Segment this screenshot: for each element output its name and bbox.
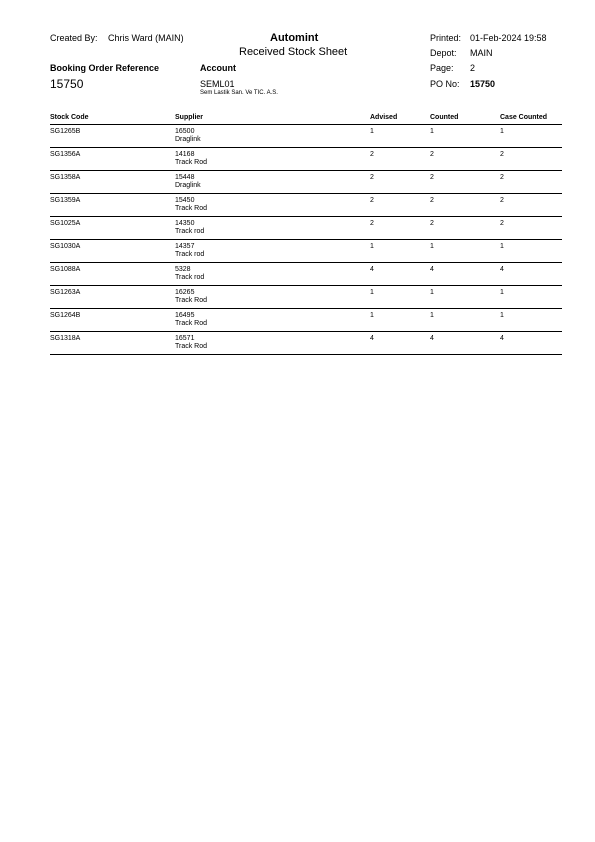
table-row [50, 171, 562, 194]
stock-code: SG1025A [50, 220, 81, 227]
stock-code: SG1358A [50, 174, 81, 181]
supplier-code: 14350 [175, 220, 195, 227]
advised: 1 [370, 312, 374, 319]
case-counted: 4 [500, 335, 504, 342]
stock-code: SG1088A [50, 266, 81, 273]
table-row [50, 125, 562, 148]
counted: 1 [430, 312, 434, 319]
stock-code: SG1264B [50, 312, 81, 319]
created-by-label: Created By: [50, 33, 98, 43]
table-row [50, 263, 562, 286]
supplier-desc: Track rod [175, 228, 205, 235]
account-code: SEML01 [200, 79, 235, 89]
case-counted: 4 [500, 266, 504, 273]
depot-label: Depot: [430, 48, 457, 58]
page-value: 2 [470, 63, 476, 73]
depot-value: MAIN [470, 48, 493, 58]
stock-code: SG1263A [50, 289, 81, 296]
printed-value: 01-Feb-2024 19:58 [470, 33, 547, 43]
report-title: Received Stock Sheet [239, 46, 348, 58]
table-row [50, 194, 562, 217]
stock-code: SG1265B [50, 128, 81, 135]
stock-code: SG1318A [50, 335, 81, 342]
counted: 2 [430, 151, 434, 158]
case-counted: 2 [500, 174, 504, 181]
case-counted: 2 [500, 220, 504, 227]
page-label: Page: [430, 63, 454, 73]
col-counted: Counted [430, 114, 459, 121]
counted: 4 [430, 335, 434, 342]
supplier-desc: Track rod [175, 251, 205, 258]
counted: 4 [430, 266, 434, 273]
advised: 2 [370, 220, 374, 227]
counted: 2 [430, 197, 434, 204]
stock-code: SG1030A [50, 243, 81, 250]
supplier-code: 5328 [175, 266, 191, 273]
counted: 1 [430, 243, 434, 250]
advised: 1 [370, 243, 374, 250]
booking-ref-value: 15750 [50, 77, 84, 91]
col-supplier: Supplier [175, 114, 204, 121]
supplier-code: 16500 [175, 128, 195, 135]
stock-code: SG1359A [50, 197, 81, 204]
table-row [50, 217, 562, 240]
case-counted: 2 [500, 197, 504, 204]
advised: 1 [370, 289, 374, 296]
table-row [50, 309, 562, 332]
counted: 2 [430, 174, 434, 181]
advised: 4 [370, 335, 374, 342]
counted: 1 [430, 289, 434, 296]
case-counted: 2 [500, 151, 504, 158]
supplier-code: 15448 [175, 174, 195, 181]
booking-ref-label: Booking Order Reference [50, 63, 160, 73]
col-case-counted: Case Counted [500, 114, 548, 121]
supplier-desc: Track Rod [175, 205, 208, 212]
table-row [50, 332, 562, 355]
supplier-code: 16265 [175, 289, 195, 296]
table-header [50, 114, 562, 124]
case-counted: 1 [500, 312, 504, 319]
company-name: Automint [270, 32, 319, 44]
counted: 2 [430, 220, 434, 227]
stock-code: SG1356A [50, 151, 81, 158]
col-advised: Advised [370, 114, 398, 121]
table-row [50, 240, 562, 263]
supplier-desc: Track Rod [175, 320, 208, 327]
po-value: 15750 [470, 79, 496, 89]
advised: 4 [370, 266, 374, 273]
supplier-code: 16495 [175, 312, 195, 319]
table-row [50, 286, 562, 309]
col-stock-code: Stock Code [50, 114, 89, 121]
supplier-code: 14168 [175, 151, 195, 158]
po-label: PO No: [430, 79, 460, 89]
advised: 2 [370, 174, 374, 181]
counted: 1 [430, 128, 434, 135]
account-name: Sem Lastik San. Ve TIC. A.S. [200, 90, 278, 96]
table-row [50, 148, 562, 171]
supplier-code: 16571 [175, 335, 195, 342]
case-counted: 1 [500, 289, 504, 296]
created-by-value: Chris Ward (MAIN) [108, 33, 184, 43]
supplier-desc: Draglink [175, 136, 201, 143]
advised: 2 [370, 197, 374, 204]
advised: 1 [370, 128, 374, 135]
supplier-desc: Track Rod [175, 343, 208, 350]
printed-label: Printed: [430, 33, 462, 43]
supplier-code: 15450 [175, 197, 195, 204]
supplier-code: 14357 [175, 243, 195, 250]
supplier-desc: Track Rod [175, 297, 208, 304]
case-counted: 1 [500, 243, 504, 250]
supplier-desc: Draglink [175, 182, 201, 189]
supplier-desc: Track Rod [175, 159, 208, 166]
account-label: Account [200, 63, 236, 73]
supplier-desc: Track rod [175, 274, 205, 281]
advised: 2 [370, 151, 374, 158]
case-counted: 1 [500, 128, 504, 135]
table-body [50, 125, 562, 355]
